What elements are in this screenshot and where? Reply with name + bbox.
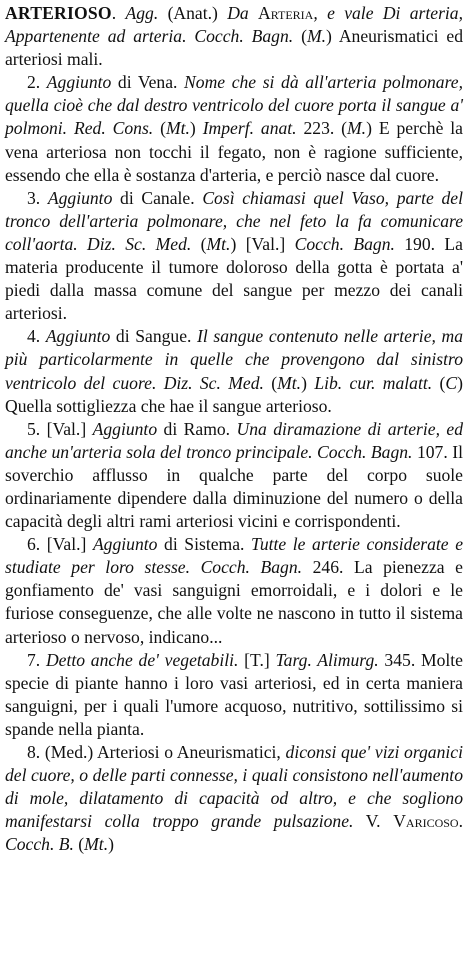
entry-paragraph-6 <box>5 533 463 648</box>
entry-paragraph-8 <box>5 741 463 856</box>
italic-text: Così chiamasi quel Vaso, parte del tronco dell'arteria polmonare, che nel feto la fa comunicare coll'aorta. Diz. Sc. Med. <box>5 187 463 254</box>
text-segment: (Anat.) <box>158 3 228 23</box>
text-segment: . <box>458 811 463 832</box>
italic-text: Mt. <box>84 834 109 855</box>
entry-paragraph-5 <box>5 418 463 533</box>
italic-text: M. <box>347 118 367 139</box>
small-caps-text: Arteria <box>258 3 314 23</box>
italic-text: Cocch. B. <box>5 834 74 855</box>
italic-text: Mt. <box>206 233 231 254</box>
italic-text: Tutte le arterie considerate e studiate per loro stesse. Cocch. Bagn. <box>5 534 464 578</box>
text-segment: ) <box>189 118 203 139</box>
text-segment: di Sistema. <box>157 534 251 555</box>
text-segment: 246. La pienezza e gonfiamento de' vasi sanguigni emorroidali, e i dolori e le furiose conseguenze, che alle volte ne nascono in tutto il sistema arterioso o nervoso, indicano... <box>5 557 463 647</box>
text-segment: V. <box>353 811 394 832</box>
text-segment: ( <box>73 834 85 855</box>
italic-text: Cocch. Bagn. <box>294 233 395 254</box>
entry-paragraph-2 <box>5 71 463 186</box>
entry-paragraph-1 <box>5 2 463 71</box>
italic-text: M. <box>306 26 327 47</box>
text-segment: ( <box>153 118 166 139</box>
italic-text: Targ. Alimurg. <box>275 649 379 670</box>
text-segment: ) E perchè la vena arteriosa non tocchi il fegato, non è ragione sufficiente, essendo che ella è sostanza d'arteria, e perciò nasce dal cuore. <box>5 118 463 185</box>
italic-text: C <box>445 372 458 393</box>
text-segment: ) <box>108 834 114 855</box>
text-segment: ] <box>263 649 276 670</box>
small-caps-text: Varicoso <box>393 811 459 832</box>
italic-text: Da <box>227 3 259 23</box>
text-segment: 345. Molte specie di piante hanno i loro vasi arteriosi, ed in certa maniera sanguigni, per i quali l'umore acquoso, nutritivo, sottilissimo si spande nella pianta. <box>5 649 463 739</box>
small-caps-text: T. <box>250 649 264 670</box>
entry-paragraph-3 <box>5 187 463 326</box>
text-segment: di Ramo. <box>157 418 237 439</box>
italic-text: Imperf. anat. <box>202 118 297 139</box>
text-segment: 4. <box>27 326 46 347</box>
italic-text: Il sangue contenuto nelle arterie, ma più particolarmente in quelle che provengono dal sinistro ventricolo del cuore. Diz. Sc. Med. <box>5 326 464 393</box>
italic-text: Mt. <box>277 372 302 393</box>
text-segment: 6. [Val.] <box>27 534 93 555</box>
italic-text: Aggiunto <box>47 187 113 208</box>
text-segment: ( <box>293 26 307 47</box>
italic-text: Lib. cur. malatt. <box>314 372 433 393</box>
text-segment: 223. ( <box>296 118 348 139</box>
text-segment: 2. <box>27 72 47 93</box>
text-segment: ) [Val.] <box>230 233 295 254</box>
text-segment: 107. Il soverchio afflusso in qualche parte del corpo suole ordinariamente dipendere dalla diminuzione del numero o della capacità degli altri rami arteriosi vicini e corrispondenti. <box>5 441 463 532</box>
text-segment: ( <box>191 233 207 254</box>
text-segment: di Vena. <box>111 72 185 93</box>
italic-text: Mt. <box>165 118 190 139</box>
text-segment: . <box>111 3 126 23</box>
headword: ARTERIOSO <box>5 3 112 23</box>
text-segment: 3. <box>27 187 48 208</box>
text-segment: [ <box>238 649 251 670</box>
dictionary-entry <box>5 2 463 856</box>
text-segment: ( <box>263 372 278 393</box>
italic-text: Aggiunto <box>92 418 158 439</box>
text-segment: di Sangue. <box>110 326 198 347</box>
text-segment: ) Quella sottigliezza che hae il sangue arterioso. <box>5 372 463 416</box>
italic-text: , e vale Di arteria, Appartenente ad arteria. Cocch. Bagn. <box>5 3 463 47</box>
text-segment: 8. (Med.) Arteriosi o Aneurismatici, <box>27 742 286 762</box>
text-segment: ( <box>432 372 446 393</box>
italic-text: Una diramazione di arterie, ed anche un'arteria sola del tronco principale. Cocch. Bagn. <box>5 418 464 462</box>
entry-paragraph-4 <box>5 325 463 417</box>
italic-text: Nome che si dà all'arteria polmonare, quella cioè che dal destro ventricolo del cuore porta il sangue a' polmoni. Red. Cons. <box>5 72 463 139</box>
italic-text: diconsi que' vizi organici del cuore, o delle parti connesse, i quali consistono nell'aumento di mole, dilatamento di capacità od altro, e che sogliono manifestarsi colla troppo grande pulsazione. <box>5 742 463 832</box>
text-segment: di Canale. <box>112 187 203 208</box>
entry-paragraph-7 <box>5 649 463 741</box>
text-segment: ) <box>301 372 315 393</box>
text-segment: ) Aneurismatici ed arteriosi mali. <box>5 26 463 70</box>
italic-text: Detto anche de' vegetabili. <box>45 649 239 670</box>
italic-text: Aggiunto <box>46 72 112 93</box>
text-segment: 5. [Val.] <box>27 418 93 439</box>
italic-text: Aggiunto <box>45 326 111 347</box>
text-segment: 7. <box>27 649 46 670</box>
italic-text: Aggiunto <box>92 534 158 555</box>
italic-text: Agg. <box>125 3 159 23</box>
text-segment: 190. La materia producente il tumore doloroso della gotta è portata a' piedi dalla massa comune del sangue per mezzo dei canali arteriosi. <box>5 233 463 324</box>
